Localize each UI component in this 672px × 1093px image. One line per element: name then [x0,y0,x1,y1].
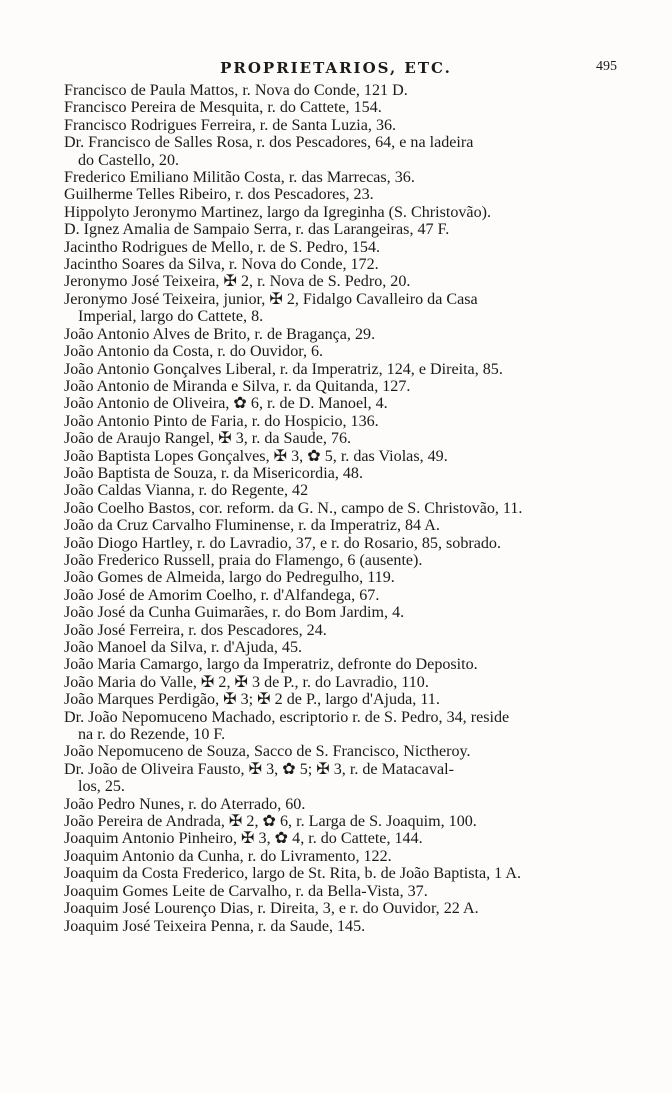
directory-entry: João Maria Camargo, largo da Imperatriz, defronte do Deposito. [64,656,478,674]
directory-entry: João José de Amorim Coelho, r. d'Alfandega, 67. [64,586,380,604]
directory-entry: Dr. João Nepomuceno Machado, escriptorio r. de S. Pedro, 34, reside [64,708,510,726]
directory-entry: Francisco Rodrigues Ferreira, r. de Santa Luzia, 36. [64,116,397,134]
directory-entry-continuation: do Castello, 20. [78,151,180,169]
directory-entry: Joaquim José Teixeira Penna, r. da Saude, 145. [64,917,366,935]
directory-entry-continuation: los, 25. [78,778,125,796]
directory-entry: João Baptista Lopes Gonçalves, ✠ 3, ✿ 5, r. das Violas, 49. [64,447,448,465]
directory-entry: Dr. Francisco de Salles Rosa, r. dos Pescadores, 64, e na ladeira [64,134,474,152]
directory-entry: João Frederico Russell, praia do Flamengo, 6 (ausente). [64,551,423,569]
directory-entry: D. Ignez Amalia de Sampaio Serra, r. das Larangeiras, 47 F. [64,221,450,239]
directory-entry: João Gomes de Almeida, largo do Pedregulho, 119. [64,569,395,587]
page-number: 495 [596,59,617,74]
directory-entry: Dr. João de Oliveira Fausto, ✠ 3, ✿ 5; ✠ 3, r. de Matacaval- [64,760,454,778]
directory-entry: João Maria do Valle, ✠ 2, ✠ 3 de P., r. do Lavradio, 110. [64,673,429,691]
directory-entry: Jeronymo José Teixeira, junior, ✠ 2, Fidalgo Cavalleiro da Casa [64,290,478,308]
directory-entry: Joaquim José Lourenço Dias, r. Direita, 3, e r. do Ouvidor, 22 A. [64,900,479,918]
directory-entry: João da Cruz Carvalho Fluminense, r. da Imperatriz, 84 A. [64,517,440,535]
directory-entry: Guilherme Telles Ribeiro, r. dos Pescadores, 23. [64,186,374,204]
directory-entry: João Marques Perdigão, ✠ 3; ✠ 2 de P., largo d'Ajuda, 11. [64,691,440,709]
directory-entry: João José Ferreira, r. dos Pescadores, 24. [64,621,327,639]
directory-entry: Joaquim da Costa Frederico, largo de St. Rita, b. de João Baptista, 1 A. [64,865,521,883]
directory-entry: João Antonio de Miranda e Silva, r. da Quitanda, 127. [64,377,411,395]
directory-entry: Frederico Emiliano Militão Costa, r. das Marrecas, 36. [64,169,415,187]
directory-entry: João José da Cunha Guimarães, r. do Bom Jardim, 4. [64,604,405,622]
directory-entry: João Diogo Hartley, r. do Lavradio, 37, e r. do Rosario, 85, sobrado. [64,534,501,552]
directory-entry: João Antonio Gonçalves Liberal, r. da Imperatriz, 124, e Direita, 85. [64,360,503,378]
page-header [0,57,672,79]
directory-entry: Jeronymo José Teixeira, ✠ 2, r. Nova de S. Pedro, 20. [64,273,411,291]
directory-entry-continuation: Imperial, largo do Cattete, 8. [78,308,264,326]
directory-entry: João de Araujo Rangel, ✠ 3, r. da Saude, 76. [64,430,352,448]
directory-entry: João Coelho Bastos, cor. reform. da G. N., campo de S. Christovão, 11. [64,499,523,517]
directory-entry: Francisco de Paula Mattos, r. Nova do Conde, 121 D. [64,82,408,99]
directory-entry: João Caldas Vianna, r. do Regente, 42 [64,482,309,500]
directory-entry: João Pereira de Andrada, ✠ 2, ✿ 6, r. Larga de S. Joaquim, 100. [64,813,477,831]
directory-entry: João Antonio de Oliveira, ✿ 6, r. de D. Manoel, 4. [64,395,388,413]
directory-entry: João Nepomuceno de Souza, Sacco de S. Francisco, Nictheroy. [64,743,471,761]
directory-entry: Jacintho Soares da Silva, r. Nova do Conde, 172. [64,256,379,274]
directory-entry: João Antonio da Costa, r. do Ouvidor, 6. [64,343,324,361]
directory-entries [64,82,634,935]
directory-entry: João Manoel da Silva, r. d'Ajuda, 45. [64,639,303,656]
directory-entry: Joaquim Antonio Pinheiro, ✠ 3, ✿ 4, r. do Cattete, 144. [64,830,423,848]
page-title: PROPRIETARIOS, ETC. [220,59,452,77]
directory-entry: João Antonio Alves de Brito, r. de Bragança, 29. [64,325,376,343]
directory-entry: Joaquim Gomes Leite de Carvalho, r. da Bella-Vista, 37. [64,882,428,900]
directory-entry: João Baptista de Souza, r. da Misericordia, 48. [64,464,364,482]
directory-entry: João Antonio Pinto de Faria, r. do Hospicio, 136. [64,412,379,430]
directory-entry: João Pedro Nunes, r. do Aterrado, 60. [64,795,306,813]
directory-entry: Francisco Pereira de Mesquita, r. do Cattete, 154. [64,99,382,117]
directory-entry: Hippolyto Jeronymo Martinez, largo da Igreginha (S. Christovão). [64,203,491,221]
directory-entry-continuation: na r. do Rezende, 10 F. [78,726,226,744]
directory-entry: Joaquim Antonio da Cunha, r. do Livramento, 122. [64,847,392,865]
directory-entry: Jacintho Rodrigues de Mello, r. de S. Pedro, 154. [64,238,381,256]
